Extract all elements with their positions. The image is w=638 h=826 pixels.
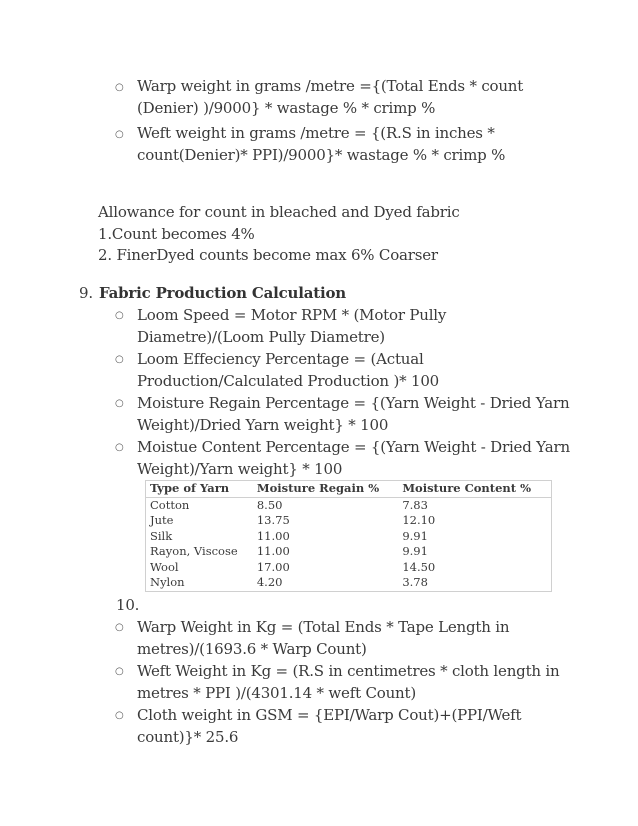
- loom-efficiency-line-2: Production/Calculated Production )* 100: [137, 372, 440, 390]
- bullet-circle-icon: ○: [115, 666, 124, 677]
- warp-weight-line-2: (Denier) )/9000} * wastage % * crimp %: [137, 99, 436, 117]
- table-row: [146, 529, 552, 545]
- table-cell: 9.91: [402, 544, 428, 558]
- bullet-circle-icon: ○: [115, 354, 124, 365]
- table-row: [146, 575, 552, 591]
- table-cell: 17.00: [256, 559, 290, 574]
- section-10-number: 10.: [116, 596, 140, 614]
- table-cell: 11.00: [256, 528, 290, 543]
- table-row: [146, 513, 552, 529]
- cloth-gsm-line-2: count)}* 25.6: [137, 728, 239, 746]
- moisture-content-line-1: Moistue Content Percentage = {(Yarn Weight - Dried Yarn: [137, 438, 570, 456]
- table-row: [146, 544, 552, 560]
- weft-weight-kg-line-2: metres * PPI )/(4301.14 * weft Count): [137, 684, 416, 702]
- table-header-regain: Moisture Regain %: [253, 481, 398, 498]
- table-cell: Nylon: [150, 575, 185, 589]
- table-header-content: Moisture Content %: [398, 481, 551, 498]
- moisture-table: [145, 480, 552, 592]
- loom-efficiency-line-1: Loom Effeciency Percentage = (Actual: [137, 350, 424, 368]
- table-header-row: [146, 481, 552, 498]
- table-header-type: Type of Yarn: [146, 481, 253, 498]
- bullet-circle-icon: ○: [115, 398, 124, 409]
- table-cell: 3.78: [402, 575, 428, 589]
- loom-speed-line-1: Loom Speed = Motor RPM * (Motor Pully: [137, 306, 447, 324]
- table-cell: Cotton: [150, 497, 190, 512]
- cloth-gsm-line-1: Cloth weight in GSM = {EPI/Warp Cout)+(PPI/Weft: [137, 706, 522, 724]
- allowance-heading: Allowance for count in bleached and Dyed fabric: [98, 203, 460, 221]
- section-9-number: 9.: [79, 284, 93, 302]
- table-cell: 13.75: [256, 513, 290, 527]
- table-cell: 7.83: [402, 497, 428, 512]
- table-cell: 4.20: [256, 575, 283, 589]
- table-cell: 11.00: [256, 544, 290, 558]
- table-cell: 8.50: [256, 497, 283, 512]
- bullet-circle-icon: ○: [115, 442, 124, 453]
- warp-weight-kg-line-1: Warp Weight in Kg = (Total Ends * Tape Length in: [137, 618, 510, 636]
- table-cell: 12.10: [402, 513, 436, 527]
- table-row: [146, 497, 552, 513]
- table-cell: 9.91: [402, 528, 428, 543]
- weft-weight-line-2: count(Denier)* PPI)/9000}* wastage % * crimp %: [137, 146, 506, 164]
- table-cell: Rayon, Viscose: [150, 544, 238, 558]
- moisture-regain-line-2: Weight)/Dried Yarn weight} * 100: [137, 416, 389, 434]
- bullet-circle-icon: ○: [115, 82, 124, 93]
- bullet-circle-icon: ○: [115, 129, 124, 140]
- allowance-line-1: 1.Count becomes 4%: [98, 225, 255, 243]
- weft-weight-kg-line-1: Weft Weight in Kg = (R.S in centimetres * cloth length in: [137, 662, 560, 680]
- moisture-content-line-2: Weight)/Yarn weight} * 100: [137, 460, 343, 478]
- table-cell: Jute: [150, 513, 174, 527]
- bullet-circle-icon: ○: [115, 622, 124, 633]
- section-9-title: Fabric Production Calculation: [99, 284, 347, 302]
- warp-weight-kg-line-2: metres)/(1693.6 * Warp Count): [137, 640, 367, 658]
- moisture-regain-line-1: Moisture Regain Percentage = {(Yarn Weight - Dried Yarn: [137, 394, 570, 412]
- weft-weight-line-1: Weft weight in grams /metre = {(R.S in inches *: [137, 124, 495, 142]
- loom-speed-line-2: Diametre)/(Loom Pully Diametre): [137, 328, 385, 346]
- table-row: [146, 560, 552, 576]
- table-cell: Wool: [150, 559, 179, 574]
- warp-weight-line-1: Warp weight in grams /metre ={(Total Ends * count: [137, 77, 524, 95]
- table-cell: 14.50: [402, 559, 436, 574]
- table-cell: Silk: [150, 528, 173, 543]
- bullet-circle-icon: ○: [115, 710, 124, 721]
- allowance-line-2: 2. FinerDyed counts become max 6% Coarser: [98, 246, 438, 264]
- bullet-circle-icon: ○: [115, 310, 124, 321]
